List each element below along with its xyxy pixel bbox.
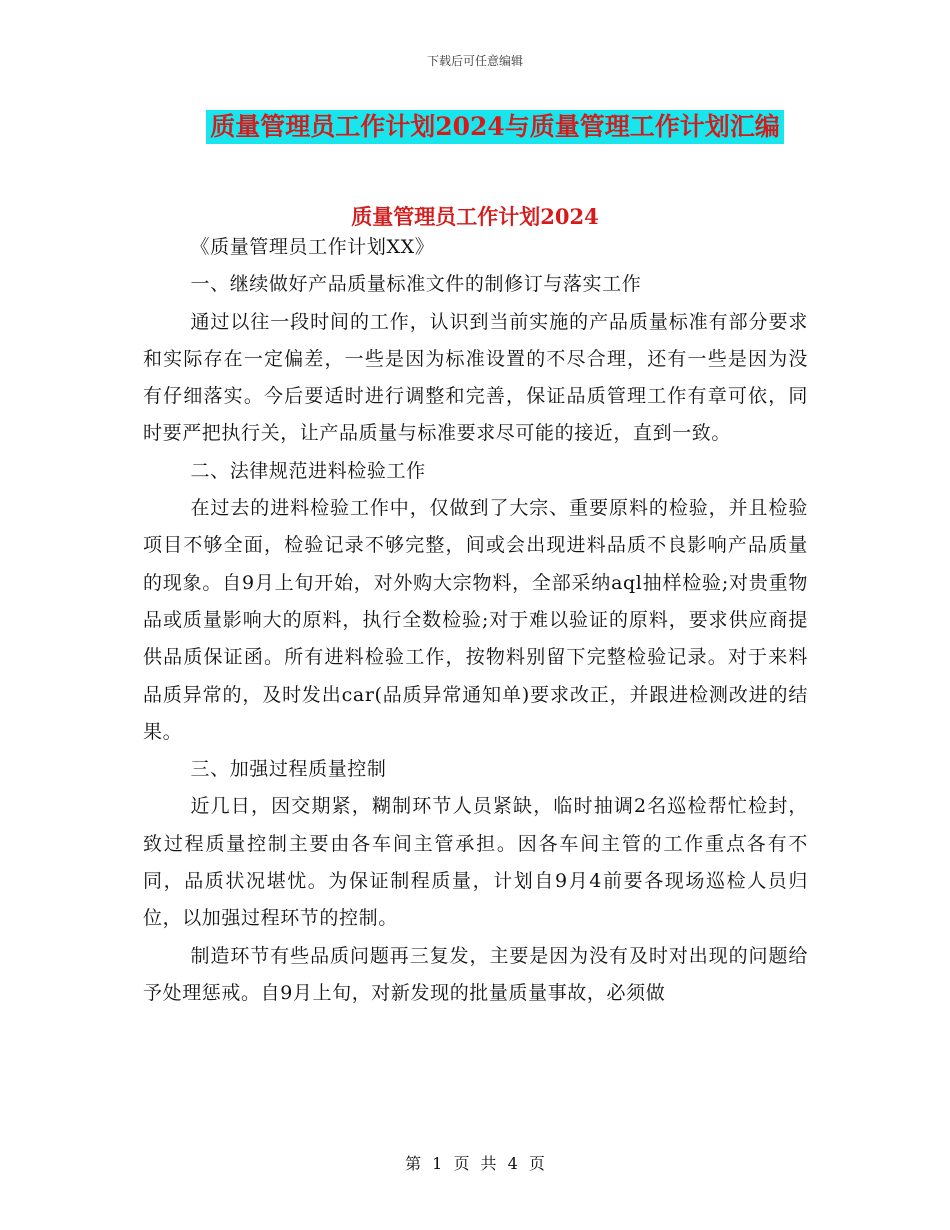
document-title-container: [0, 110, 950, 144]
section-title: 质量管理员工作计划2024: [351, 204, 599, 229]
paragraph-item-3-continued: 制造环节有些品质问题再三复发，主要是因为没有及时对出现的问题给予处理惩戒。自9月上旬，对新发现的批量质量事故，必须做: [143, 944, 808, 1004]
paragraph-plan-name: 《质量管理员工作计划XX》: [190, 236, 435, 258]
heading-item-1: 一、继续做好产品质量标准文件的制修订与落实工作: [190, 273, 642, 296]
paragraph-item-1: 通过以往一段时间的工作，认识到当前实施的产品质量标准有部分要求和实际存在一定偏差，一些是因为标准设置的不尽合理，还有一些是因为没有仔细落实。今后要适时进行调整和完善，保证品质管理工作有章可依，同时要严把执行关，让产品质量与标准要求尽可能的接近，直到一致。: [143, 310, 808, 445]
paragraph-item-2: 在过去的进料检验工作中，仅做到了大宗、重要原料的检验，并且检验项目不够全面，检验记录不够完整，间或会出现进料品质不良影响产品质量的现象。自9月上旬开始，对外购大宗物料，全部采纳aql抽样检验;对贵重物品或质量影响大的原料，执行全数检验;对于难以验证的原料，要求供应商提供品质保证函。所有进料检验工作，按物料别留下完整检验记录。对于来料品质异常的，及时发出car(品质异常通知单)要求改正，并跟进检测改进的结果。: [143, 497, 808, 743]
document-body: [143, 229, 808, 1012]
heading-item-2: 二、法律规范进料检验工作: [190, 459, 426, 482]
paragraph-item-3: 近几日，因交期紧，糊制环节人员紧缺，临时抽调2名巡检帮忙检封，致过程质量控制主要由各车间主管承担。因各车间主管的工作重点各有不同，品质状况堪忧。为保证制程质量，计划自9月4前要各现场巡检人员归位，以加强过程环节的控制。: [143, 795, 808, 930]
page-number: 第 1 页 共 4 页: [405, 1154, 545, 1173]
heading-item-3: 三、加强过程质量控制: [190, 758, 387, 781]
document-title: 质量管理员工作计划2024与质量管理工作计划汇编: [206, 110, 784, 144]
page-header-note: 下载后可任意编辑: [426, 54, 523, 68]
